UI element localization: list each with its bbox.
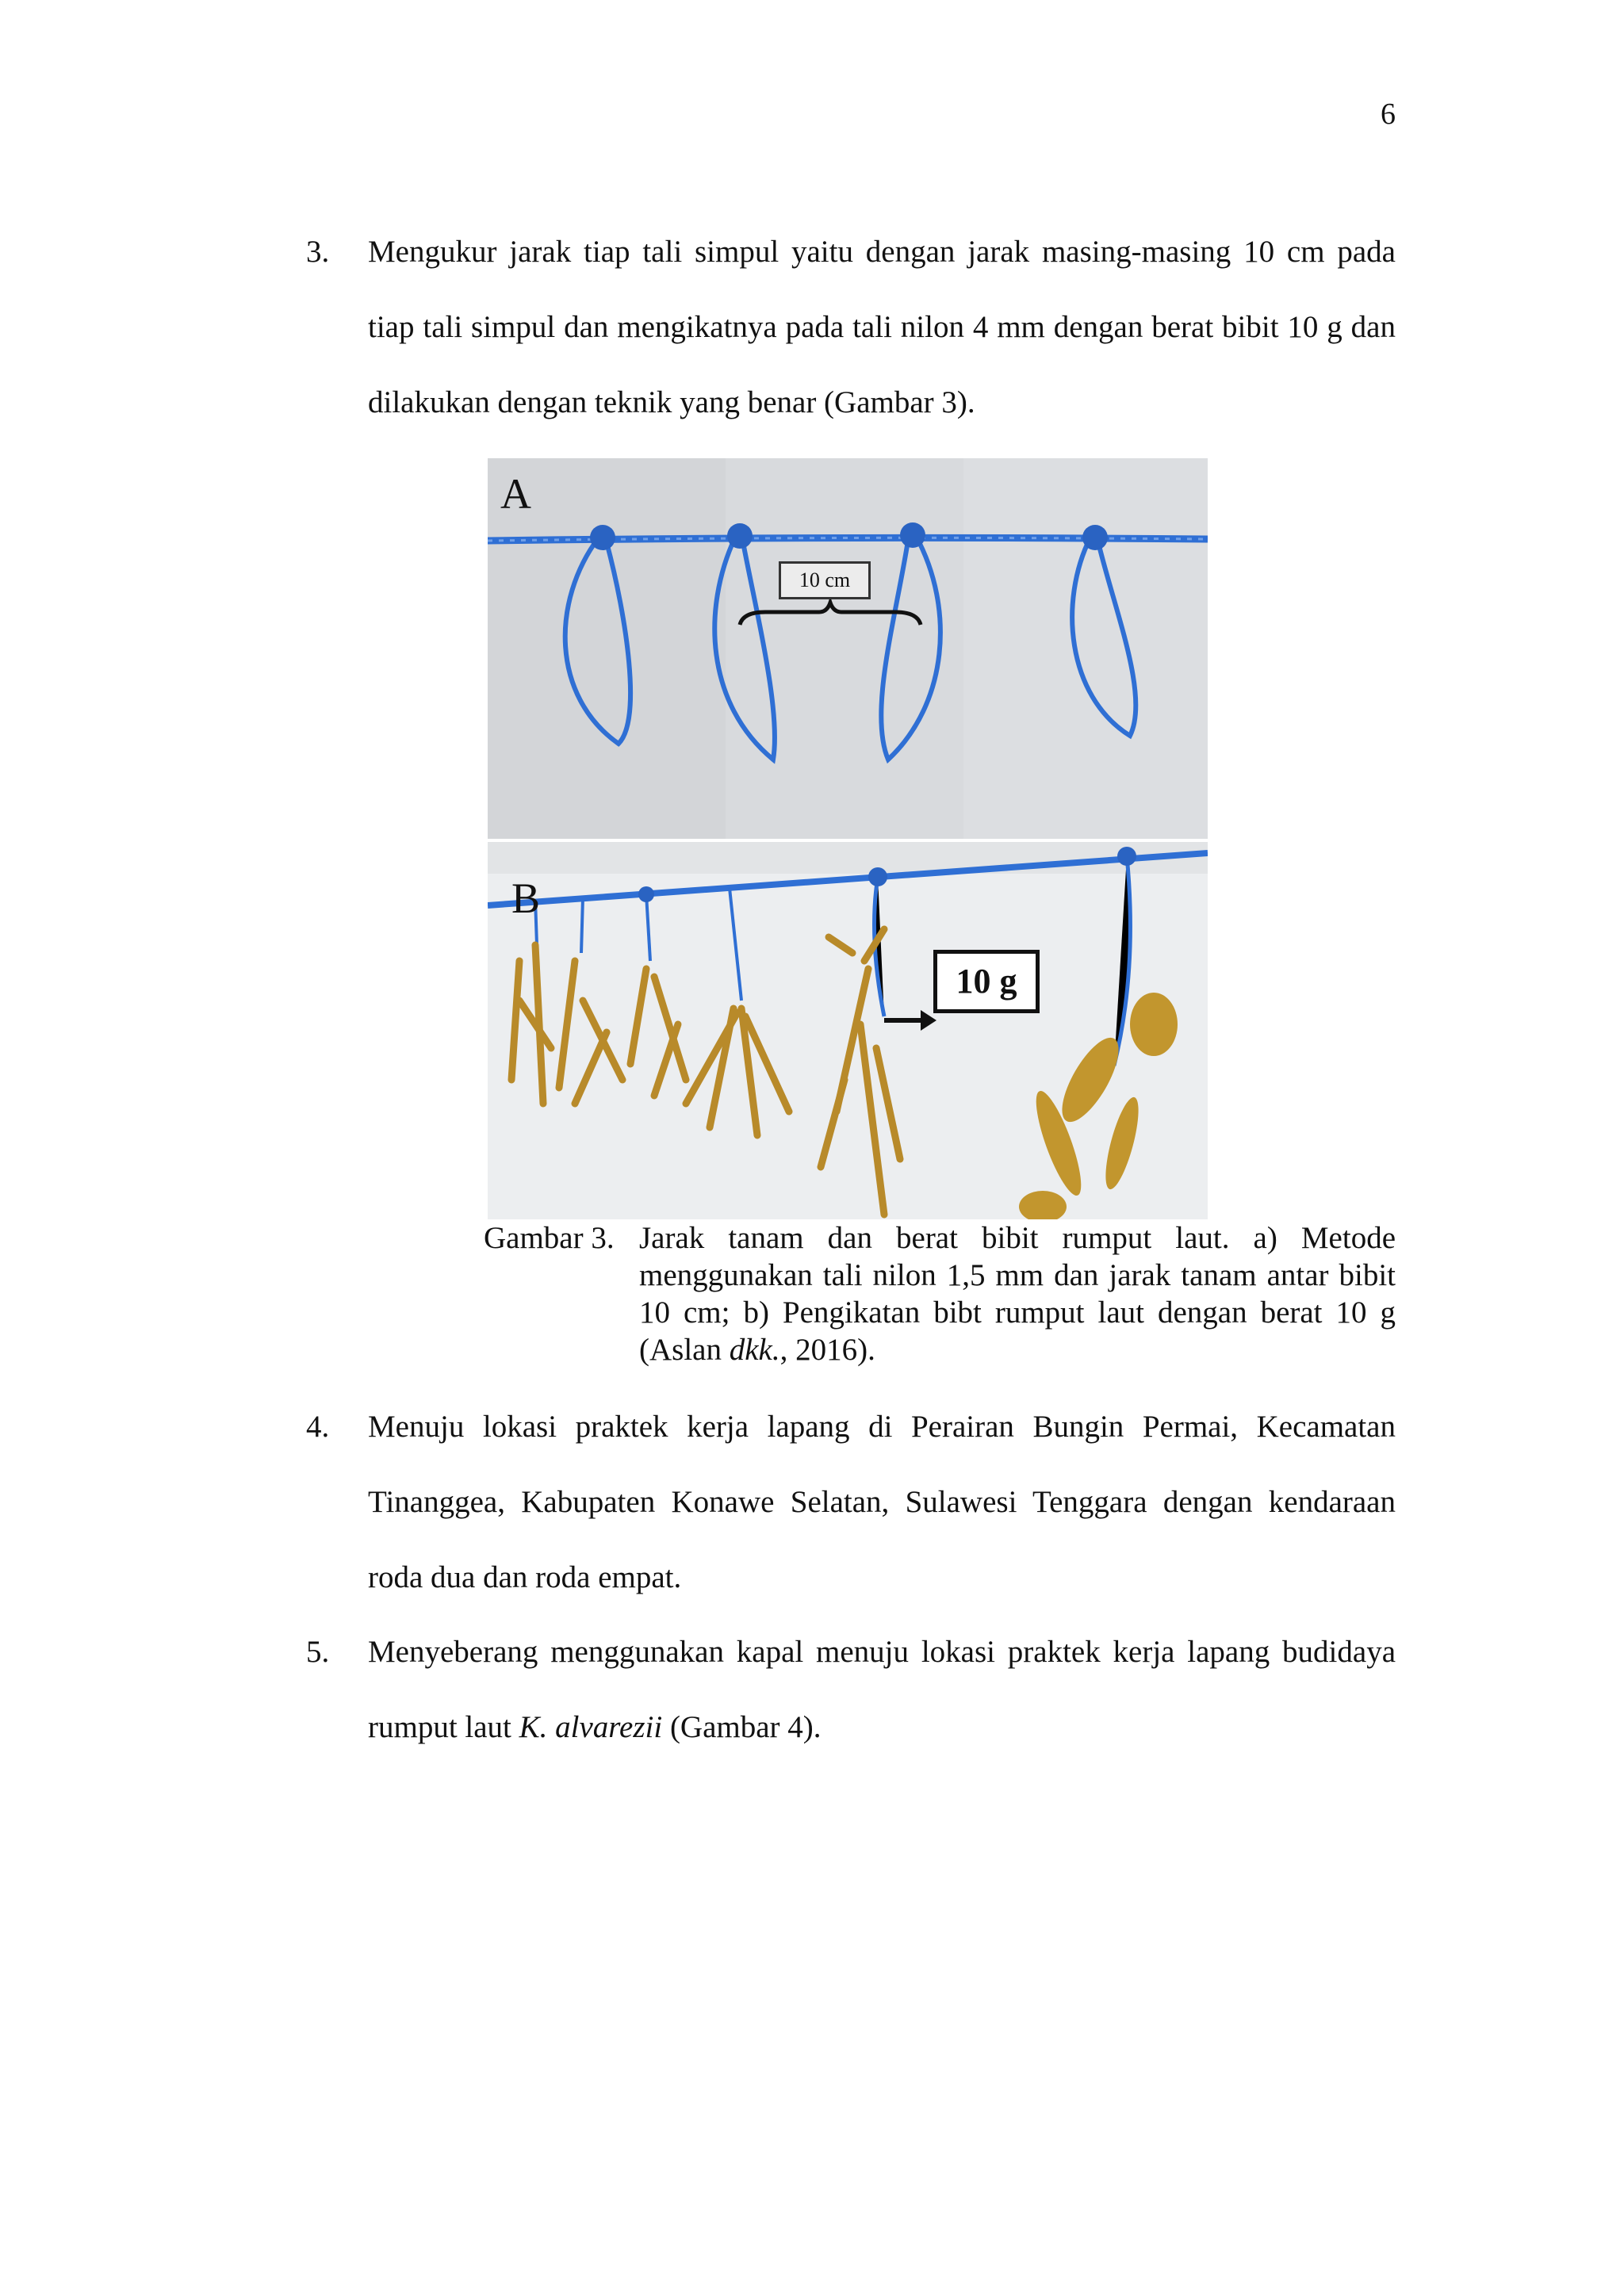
list-number: 5. xyxy=(306,1635,330,1669)
figure-3 xyxy=(488,458,1208,1219)
figure-caption xyxy=(484,1219,1396,1368)
figure-panel-b xyxy=(488,842,1208,1219)
list-item-text-part: Menyeberang menggunakan kapal menuju lokasi praktek kerja lapang budidaya rumput laut xyxy=(368,1635,1396,1744)
list-number: 4. xyxy=(306,1410,330,1444)
species-name: K. alvarezii xyxy=(519,1710,663,1744)
caption-text xyxy=(639,1219,1396,1368)
list-item-5 xyxy=(306,1614,1396,1765)
list-item-text: Menuju lokasi praktek kerja lapang di Perairan Bungin Permai, Kecamatan Tinanggea, Kabupaten Konawe Selatan, Sulawesi Tenggara dengan kendaraan roda dua dan roda empat. xyxy=(368,1410,1396,1594)
list-item-4 xyxy=(306,1389,1396,1615)
list-item-text-end: (Gambar 4). xyxy=(662,1710,822,1744)
caption-label: Gambar 3. xyxy=(484,1221,615,1255)
weight-label: 10 g xyxy=(933,950,1040,1013)
page-number: 6 xyxy=(1381,98,1396,131)
list-number: 3. xyxy=(306,235,330,269)
caption-text-part: Jarak tanam dan berat bibit rumput laut. a) Metode menggunakan tali nilon 1,5 mm dan jarak tanam antar bibit 10 cm; b) Pengikatan bibt rumput laut dengan berat 10 g (Aslan xyxy=(639,1221,1396,1367)
caption-text-end: , 2016). xyxy=(779,1333,875,1367)
figure-panel-a xyxy=(488,458,1208,839)
caption-italic: dkk. xyxy=(729,1333,780,1367)
distance-label: 10 cm xyxy=(779,561,871,599)
seaweed-seedlings-illustration xyxy=(488,842,1208,1219)
list-item-3 xyxy=(306,214,1396,440)
list-item-text xyxy=(368,1614,1396,1765)
list-item-text: Mengukur jarak tiap tali simpul yaitu dengan jarak masing-masing 10 cm pada tiap tali simpul dan mengikatnya pada tali nilon 4 mm dengan berat bibit 10 g dan dilakukan dengan teknik yang benar (Gambar 3). xyxy=(368,235,1396,419)
panel-letter-b: B xyxy=(511,874,541,922)
panel-letter-a: A xyxy=(500,470,531,518)
rope-loops-illustration xyxy=(488,458,1208,839)
